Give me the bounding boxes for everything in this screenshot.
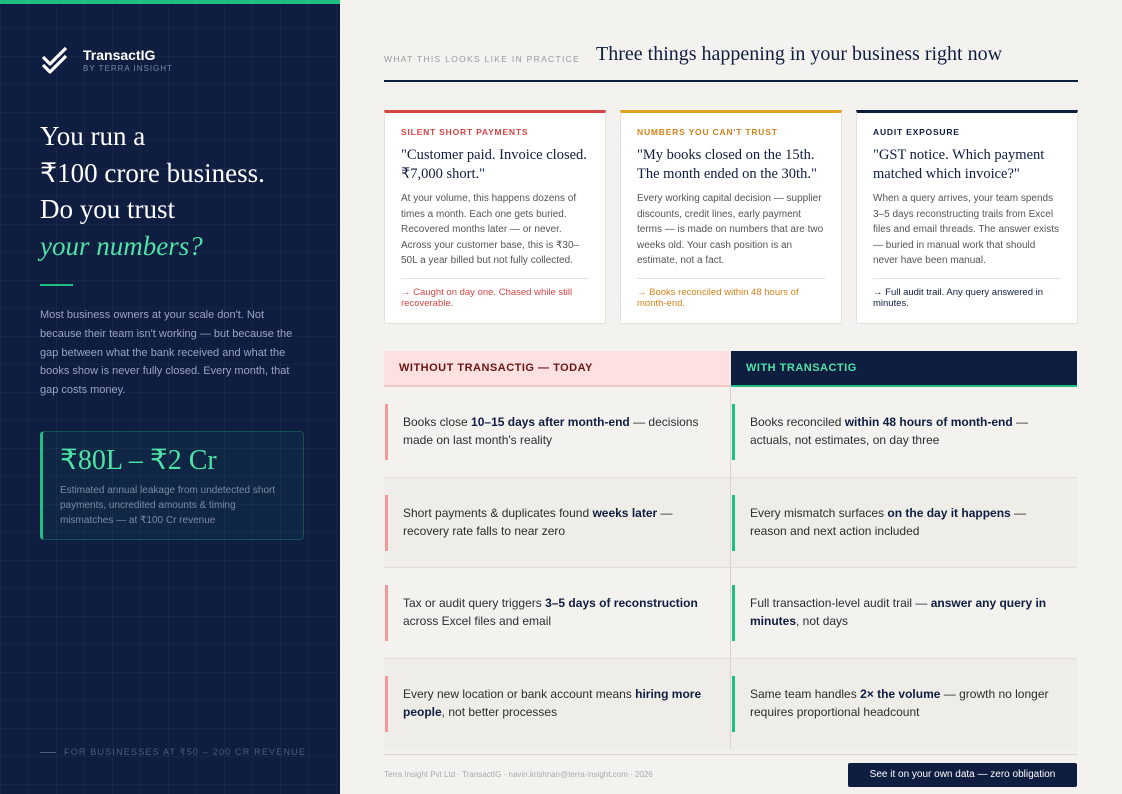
- brand-subtitle: BY TERRA INSIGHT: [83, 64, 173, 73]
- status-bar: [385, 495, 388, 551]
- status-bar: [385, 676, 388, 732]
- with-text: Full transaction-level audit trail — answer any query in minutes, not days: [750, 596, 1047, 628]
- page-footer: [384, 754, 1078, 780]
- card-body: When a query arrives, your team spends 3–5 days reconstructing trails from Excel files and email threads. The answer exists — buried in manual work that should never have been manual.: [873, 193, 1060, 266]
- brand-name: TransactIG: [83, 47, 156, 63]
- card-eyebrow: AUDIT EXPOSURE: [873, 127, 960, 137]
- without-text: Every new location or bank account means hiring more people, not better processes: [403, 686, 702, 719]
- without-header: WITHOUT TRANSACTIG — TODAY: [384, 351, 731, 387]
- leakage-stat: [40, 431, 304, 540]
- accent-bar: [0, 0, 340, 4]
- cta-button[interactable]: See it on your own data — zero obligation: [848, 763, 1077, 787]
- dash-divider: [40, 752, 56, 753]
- card-audit-exposure: [856, 110, 1078, 324]
- hero-line-3: Do you trust: [40, 194, 175, 224]
- brand: [40, 45, 173, 75]
- hero-line-1: You run a: [40, 121, 146, 151]
- status-bar: [385, 404, 388, 460]
- stat-value: ₹80L – ₹2 Cr: [60, 445, 217, 476]
- card-footer: → Full audit trail. Any query answered in minutes.: [873, 278, 1061, 309]
- without-cell: [384, 387, 730, 477]
- without-text: Books close 10–15 days after month-end — decisions made on last month's reality: [403, 415, 699, 447]
- with-text: Books reconciled within 48 hours of month-end — actuals, not estimates, on day three: [750, 415, 1029, 447]
- comparison-row: [384, 568, 1077, 659]
- double-check-icon: [40, 45, 70, 75]
- comparison-row: [384, 387, 1077, 478]
- card-footer: → Caught on day one. Chased while still recoverable.: [401, 278, 589, 309]
- with-cell: [731, 387, 1077, 477]
- card-quote: "My books closed on the 15th. The month ended on the 30th.": [637, 147, 817, 182]
- card-body: Every working capital decision — supplier discounts, credit lines, early payment terms — is made on numbers that are two weeks old. Your cash position is an estimate, not a fact.: [637, 193, 824, 266]
- stat-caption: Estimated annual leakage from undetected short payments, uncredited amounts & timing mismatches — at ₹100 Cr revenue: [60, 485, 276, 526]
- status-bar: [732, 585, 735, 641]
- left-panel: [0, 0, 340, 794]
- card-short-payments: [384, 110, 606, 324]
- with-cell: [731, 478, 1077, 568]
- card-quote: "GST notice. Which payment matched which invoice?": [873, 147, 1045, 182]
- comparison-table: [384, 387, 1077, 751]
- with-cell: [731, 659, 1077, 749]
- hero-accent: your numbers?: [40, 230, 203, 261]
- hero-line-2: ₹100 crore business.: [40, 157, 265, 188]
- status-bar: [732, 495, 735, 551]
- section-header: [384, 42, 1078, 82]
- card-quote: "Customer paid. Invoice closed. ₹7,000 short.": [401, 147, 587, 182]
- card-body: At your volume, this happens dozens of times a month. Each one gets buried. Recovered months later — or never. Across your customer base, this is ₹30–50L a year billed but not fully collected.: [401, 193, 580, 266]
- footer-meta: Terra Insight Pvt Ltd · TransactIG · navin.krishnan@terra-insight.com · 2026: [384, 770, 653, 779]
- comparison-row: [384, 478, 1077, 569]
- status-bar: [732, 676, 735, 732]
- status-bar: [732, 404, 735, 460]
- section-title: Three things happening in your business right now: [596, 43, 1003, 65]
- without-cell: [384, 659, 730, 749]
- hero-body: Most business owners at your scale don't. Not because their team isn't working — but because the gap between what the bank received and what the books show is never fully closed. Every month, that gap costs money.: [40, 309, 293, 397]
- hero-headline: [40, 118, 330, 264]
- headline-divider: [40, 284, 73, 286]
- card-footer: → Books reconciled within 48 hours of month-end.: [637, 278, 825, 309]
- status-bar: [385, 585, 388, 641]
- left-footer-text: FOR BUSINESSES AT ₹50 – 200 CR REVENUE: [64, 747, 307, 757]
- without-cell: [384, 568, 730, 658]
- card-numbers-trust: [620, 110, 842, 324]
- with-text: Same team handles 2× the volume — growth no longer requires proportional headcount: [750, 686, 1049, 719]
- with-header: WITH TRANSACTIG: [731, 351, 1077, 387]
- section-eyebrow: WHAT THIS LOOKS LIKE IN PRACTICE: [384, 54, 581, 64]
- without-text: Tax or audit query triggers 3–5 days of reconstruction across Excel files and email: [403, 596, 698, 628]
- without-cell: [384, 478, 730, 568]
- card-eyebrow: SILENT SHORT PAYMENTS: [401, 127, 529, 137]
- comparison-row: [384, 659, 1077, 751]
- card-eyebrow: NUMBERS YOU CAN'T TRUST: [637, 127, 778, 137]
- with-text: Every mismatch surfaces on the day it happens — reason and next action included: [750, 505, 1027, 538]
- without-text: Short payments & duplicates found weeks later — recovery rate falls to near zero: [403, 505, 673, 538]
- left-footer: [40, 747, 306, 758]
- with-cell: [731, 568, 1077, 658]
